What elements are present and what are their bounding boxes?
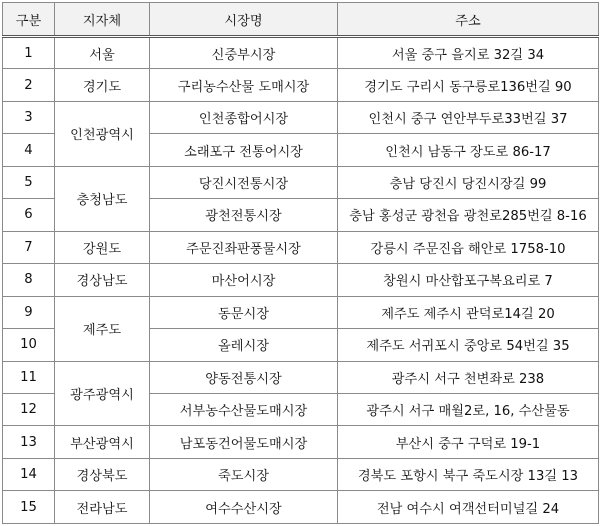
market-name-cell: 신중부시장 — [150, 37, 338, 69]
header-market: 시장명 — [150, 3, 338, 37]
market-name-cell: 구리농수산물 도매시장 — [150, 69, 338, 101]
address-cell: 인천시 중구 연안부두로33번길 37 — [338, 101, 599, 133]
address-cell: 제주도 제주시 관덕로14길 20 — [338, 296, 599, 328]
table-row — [3, 296, 599, 328]
market-name-cell: 마산어시장 — [150, 264, 338, 296]
market-name-cell: 남포동건어물도매시장 — [150, 426, 338, 458]
row-number: 3 — [3, 101, 55, 133]
address-cell: 광주시 서구 천변좌로 238 — [338, 361, 599, 393]
market-table — [2, 2, 599, 524]
region-cell: 제주도 — [55, 296, 150, 361]
table-row — [3, 166, 599, 198]
region-cell: 서울 — [55, 37, 150, 69]
row-number: 4 — [3, 134, 55, 166]
address-cell: 인천시 남동구 장도로 86-17 — [338, 134, 599, 166]
market-name-cell: 광천전통시장 — [150, 199, 338, 231]
address-cell: 충남 홍성군 광천읍 광천로285번길 8-16 — [338, 199, 599, 231]
market-name-cell: 올레시장 — [150, 329, 338, 361]
market-name-cell: 동문시장 — [150, 296, 338, 328]
address-cell: 부산시 중구 구덕로 19-1 — [338, 426, 599, 458]
table-row — [3, 426, 599, 458]
address-cell: 충남 당진시 당진시장길 99 — [338, 166, 599, 198]
address-cell: 창원시 마산합포구복요리로 7 — [338, 264, 599, 296]
table-row — [3, 264, 599, 296]
row-number: 15 — [3, 491, 55, 524]
row-number: 2 — [3, 69, 55, 101]
table-row — [3, 361, 599, 393]
address-cell: 경기도 구리시 동구릉로136번길 90 — [338, 69, 599, 101]
row-number: 8 — [3, 264, 55, 296]
market-name-cell: 여수수산시장 — [150, 491, 338, 524]
region-cell: 전라남도 — [55, 491, 150, 524]
market-name-cell: 당진시전통시장 — [150, 166, 338, 198]
address-cell: 서울 중구 을지로 32길 34 — [338, 37, 599, 69]
market-name-cell: 소래포구 전통어시장 — [150, 134, 338, 166]
row-number: 14 — [3, 458, 55, 490]
row-number: 9 — [3, 296, 55, 328]
row-number: 5 — [3, 166, 55, 198]
row-number: 7 — [3, 231, 55, 263]
table-row — [3, 458, 599, 490]
market-name-cell: 주문진좌판풍물시장 — [150, 231, 338, 263]
region-cell: 충청남도 — [55, 166, 150, 231]
market-name-cell: 죽도시장 — [150, 458, 338, 490]
header-no: 구분 — [3, 3, 55, 37]
region-cell: 강원도 — [55, 231, 150, 263]
region-cell: 경기도 — [55, 69, 150, 101]
market-name-cell: 양동전통시장 — [150, 361, 338, 393]
row-number: 6 — [3, 199, 55, 231]
market-name-cell: 인천종합어시장 — [150, 101, 338, 133]
row-number: 13 — [3, 426, 55, 458]
row-number: 12 — [3, 393, 55, 425]
row-number: 1 — [3, 37, 55, 69]
row-number: 10 — [3, 329, 55, 361]
table-row — [3, 37, 599, 69]
market-name-cell: 서부농수산물도매시장 — [150, 393, 338, 425]
region-cell: 광주광역시 — [55, 361, 150, 426]
table-row — [3, 101, 599, 133]
region-cell: 인천광역시 — [55, 101, 150, 166]
header-row — [3, 3, 599, 37]
address-cell: 제주도 서귀포시 중앙로 54번길 35 — [338, 329, 599, 361]
row-number: 11 — [3, 361, 55, 393]
table-row — [3, 69, 599, 101]
region-cell: 경상남도 — [55, 264, 150, 296]
header-region: 지자체 — [55, 3, 150, 37]
address-cell: 강릉시 주문진읍 해안로 1758-10 — [338, 231, 599, 263]
header-address: 주소 — [338, 3, 599, 37]
address-cell: 광주시 서구 매월2로, 16, 수산물동 — [338, 393, 599, 425]
address-cell: 경북도 포항시 북구 죽도시장 13길 13 — [338, 458, 599, 490]
table-row — [3, 491, 599, 524]
region-cell: 부산광역시 — [55, 426, 150, 458]
table-row — [3, 231, 599, 263]
region-cell: 경상북도 — [55, 458, 150, 490]
address-cell: 전남 여수시 여객선터미널길 24 — [338, 491, 599, 524]
